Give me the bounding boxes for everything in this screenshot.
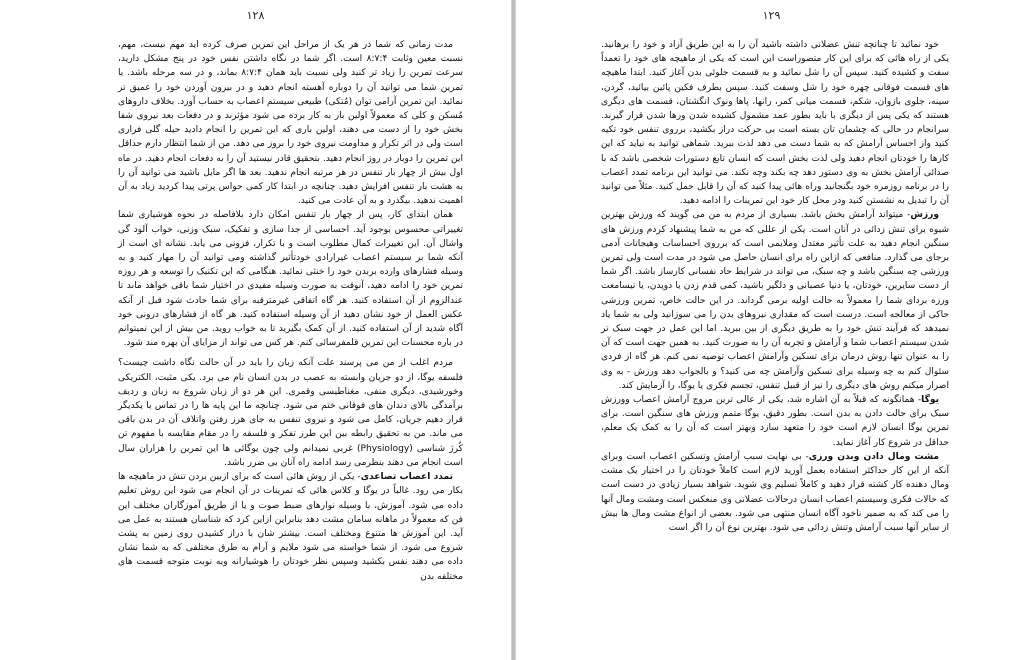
paragraph-lead: ورزش xyxy=(910,210,939,221)
paragraph-text: - یکی از روش هائی است که برای ازبین بردن تنش در ماهیچه ها بکار می رود. غالباً در یوگا و کلاس هائی که تمرینات در آن انجام می شود این روش تعلیم داده می شود. آموزش، با وسیله نوارهای ضبط صوت و یا از طریق آموزگاران مختلف این فن که معمولاً در ماهانه سامان مشت دهد بنابراین ازاین کرد که شناسان هستند به عمل می آید. این آموزش ها متنوع ومختلف است. بیشتر شان با دراز کشیدن روی زمین به پشت شروع می شود. از شما خواسته می شود ملایم و آرام به طرق مختلفی که به شما نشان داده می دهند نفس بکشید وسپس نظر خودتان را هوشیارانه وبه نوبت متوجه قسمت های مختلفه بدن xyxy=(118,472,463,582)
paragraph-text: - همانگونه که قبلاً به آن اشاره شد، یکی از عالی ترین مروج آرامش اعصاب وورزش سبک برای حالت دادن به بدن است. بطور دقیق، یوگا متمم ورزش های سنگین است. برای تمرین یوگا انسان لازم است خود را متعهد سازد وبهتر است که آن را به کمک یک معلم، حداقل در شروع کار آغاز نماید. xyxy=(601,395,949,448)
paragraph xyxy=(118,38,463,208)
paragraph-text: خود نمائید تا چنانچه تنش عضلانی داشته باشید آن را به این طریق آزاد و خود را برهانید. یکی از راه هائی که برای این کار متصوراست این است که یکی از ماهیچه های خود را تعمداً سفت و کشیده کنید. سپس آن را شل نمائید و به قسمت جلوئی بدن آغاز کنید. ابتدا ماهیچه های قسمت فوقانی چهره خود را شل وسفت کنید. سپس بطرف فکین پائین بیائید، گردن، سینه، جلوی بازوان، شکم، قسمت میانی کمر، رانها، پاها ونوک انگشتان، قسمت های دیگری هستند که یکی پس از دیگری با باید بطور عمد مشمول کشیده شدن ورها شدن قرار گیرند. سرانجام در حالی که چشمان تان بسته است بی حرکت دراز بکشید، برروی تنفس خود تکیه کنید واز احساس آرامش که به شما دست می دهد لذت ببرید. شماهی توانید به نیاید که این کارها را خودتان انجام دهید ولی لذت بخش است که انسان تابع دستورات شخصی باشد که با صدائی آرامش بخش به وی دستور دهد چه بکند وچه نکند. می توانید این برنامه تمدد اعصاب را در برنامه روزمره خود بگنجانید وراه هائی پیدا کنید که آن را قابل حمل کنید. مثلاً می توانید آن را تبدیل به نشستن کنید ودر محل کار خود این تمرینات را ادامه دهید. xyxy=(601,40,949,207)
paragraph-text: همان ابتدای کار، پس از چهار بار تنفس امکان دارد بلافاصله در نحوه هوشیاری شما تغییراتی محسوس بوجود آید. احساسی از جدا سازی و تفکیک، سبک وزنی، خواب آلود گی واشال آن. این تغییرات کمال مطلوب است و با تکرار، فزونی می یابد. نشانه ای است از آنکه شما بر سیستم اعصاب غیرارادی خودتأثیر گذاشته ومی توانید آن را مهار کنید و به وسیله فشارهای وارده بربدن خود را خنثی نمائید. هنگامی که این تکنیک را توسعه و هر روزه تمرین خود را ادامه دهید، آنوقت به صورت وسیله مفیدی در اختیار شما باقی خواهد ماند تا عندالزوم از آن استفاده کنید. هر گاه اتفاقی غیرمترقبه برای شما حادث شود قبل از آنکه عکس العمل از خود نشان دهید از آن وسیله استفاده کنید. هر گاه از فشارهای درونی خود آگاه شدید از آن استفاده کنید. از آن کمک بگیرید تا به خواب روید. من بیش از این نمیتوانم در باره محسنات این تمرین قلمفرسائی کنم. هر کس می تواند از مزایای آن بهره مند شود. xyxy=(118,210,463,349)
paragraph-text: مردم اغلب از من می پرسند علت آنکه زبان را باید در آن حالت نگاه داشت چیست؟ فلسفه یوگا، از دو جریان وابسته به عصب در بدن انسان نام می برد. یکی مثبت، الکتریکی وخورشیدی، دیگری منفی، مغناطیسی وقمری. این هر دو از زبان شروع به زبان و ردیف برآمدگی بالای دندان های فوقانی ختم می شود. چنانچه ما این پایه ها را در تماس با یکدیگر قرار دهیم جریان، کامل می شود و نیروی تنفس به جای هرز رفتن واتلاف آن در بدن باقی می ماند. من به تحقیق رابطه بین این طرز تفکر و فلسفه را در مقام مقایسه با مفهوم تن کُرژ شناسی (Physiology) غربی نمیدانم ولی چون یوگائی ها این تمرین را هزاران سال است انجام می دهند بنظرمی رسد ادامه راه آنان بی ضرر باشد. xyxy=(118,358,463,468)
paragraph-lead: مشت ومال دادن وبدن ورزی xyxy=(808,451,939,462)
paragraph-text: - بی نهایت سبب آرامش وتسکین اعصاب است وبرای آنکه از این کار حداکثر استفاده بعمل آورید لازم است کاملاً خودتان را در اختیار یک مشت ومال دهنده کار کشته قرار دهید و کاملاً تسلیم وی شوید. شواهد بسیار زیادی در دست است که حالات فکری وسیستم اعصاب انسان درحالات عضلانی وی منعکس است ومشت ومال آنها را می کند که به ضمیر ناخود آگاه انسان منتهی می شود. بعضی از انواع مشت ومال ها بیش از سایر آنها سبب آرامش وتنش زدائی می شود. بهترین نوع آن را اگر است xyxy=(601,451,949,533)
paragraph xyxy=(601,38,949,208)
paragraph-lead: یوگا xyxy=(921,395,939,406)
paragraph-text: مدت زمانی که شما در هر یک از مراحل این تمرین صرف کرده اید مهم نیست، مهم، نسبت معین وثابت ۸:۷:۴ است. اگر شما در نگاه داشتن نفس خود در پنج مشکل دارید، سرعت تمرین را زیاد تر کنید ولی نسبت باید همان ۸:۷:۴ بماند، و در سه مرحله باشد. با تمرین شما می توانید آن را دوباره آهسته انجام دهید و در بیرون آوردن خود را عمیق تر نمائید. این تمرین آرامی توان (مُتکی) طبیعی سیستم اعصاب به حساب آورد. بخلاف داروهای مُسکن و کلی که معمولاً اولین بار به کار برده می شود مؤثرند و در دفعات بعد نیروی شفا بخش خود را از دست می دهند، اولین باری که این تمرین را انجام دادید حیله گلی فراری است ولی در اثر تکرار و مداومت نیروی خود را بروز می دهد. من از شما انتظار دارم حداقل این تمرین را دوبار در روز انجام دهید. بتحقیق قادر نیستید آن را به دفعات انجام دهید. در ماه اول بیش از چهار بار تنفس در هر مرتبه انجام ندهید. بعد ها اگر مایل باشید می توانید آن را به هشت بار تنفس افزایش دهید. چنانچه در ابتدا کار کمی حواس پرتی پیدا کردید زیاد به آن اهمیت ندهید. بیگذرد و به آن عادت می کنید. xyxy=(118,40,463,207)
paragraph xyxy=(118,470,463,584)
paragraph-lead: تمدد اعصاب تصاعدی xyxy=(360,472,454,483)
paragraph xyxy=(118,356,463,470)
left-page-body xyxy=(118,38,463,584)
right-page-body xyxy=(601,38,949,535)
right-page xyxy=(515,0,1027,660)
page-number-left: ۱۲۸ xyxy=(246,9,265,22)
paragraph xyxy=(601,393,949,450)
left-page xyxy=(0,0,512,660)
paragraph xyxy=(601,450,949,535)
paragraph xyxy=(601,208,949,393)
page-number-right: ۱۲۹ xyxy=(762,9,781,22)
paragraph-text: - میتواند آرامش بخش باشد. بسیاری از مردم به من می گویند که ورزش بهترین شیوه برای تنش زدائی در آنان است. یکی از عللی که من به شما پیشنهاد کردم ورزش های سنگین انجام دهید به علت تأثیر معتدل وملایمی است که برروی احساسات وهیجانات آدمی برجای می گذارد. منافعی که ازاین راه برای انسان حاصل می شود در مدت است ولی تمرین ورزشی چه سنگین باشد و چه سبک، می تواند در شرایط حاد نفسانی کارساز باشد. اگر شما از دست سایرین، خودتان، یا دنیا عصبانی و دلگیر باشید، کمی قدم زدن یا دویدن، یا تیسامعت ورزه بردای شما را معمولاً به حالت اولیه برمی گرداند. در این حالت خاص، تمرین ورزشی حاکی از معالجه است. درست است که مقداری نیروهای بدن را می سوزانید ولی به شما یاد نمیدهد که فرآیند تنش خود را به طریق دیگری از بین ببرید. اما این عمل در جهت سبک تر شدن سیستم اعصاب شما و آرامش و تجربه آن را به صورت کنید. به همین جهت است که آن را به عنوان تنها روش درمان برای تسکین وآرامش اعصاب توصیه نمی کنم. هر گاه از فردی سئوال کنم به چه وسیله برای تسکین وآرامش چه می کنید؟ و بالجواب دهد ورزش - به وی اصرار میکنم روش های دیگری را نیز از قبیل تنفس، تجسم فکری یا یوگا، را آزمایش کند. xyxy=(601,210,949,391)
paragraph xyxy=(118,208,463,350)
